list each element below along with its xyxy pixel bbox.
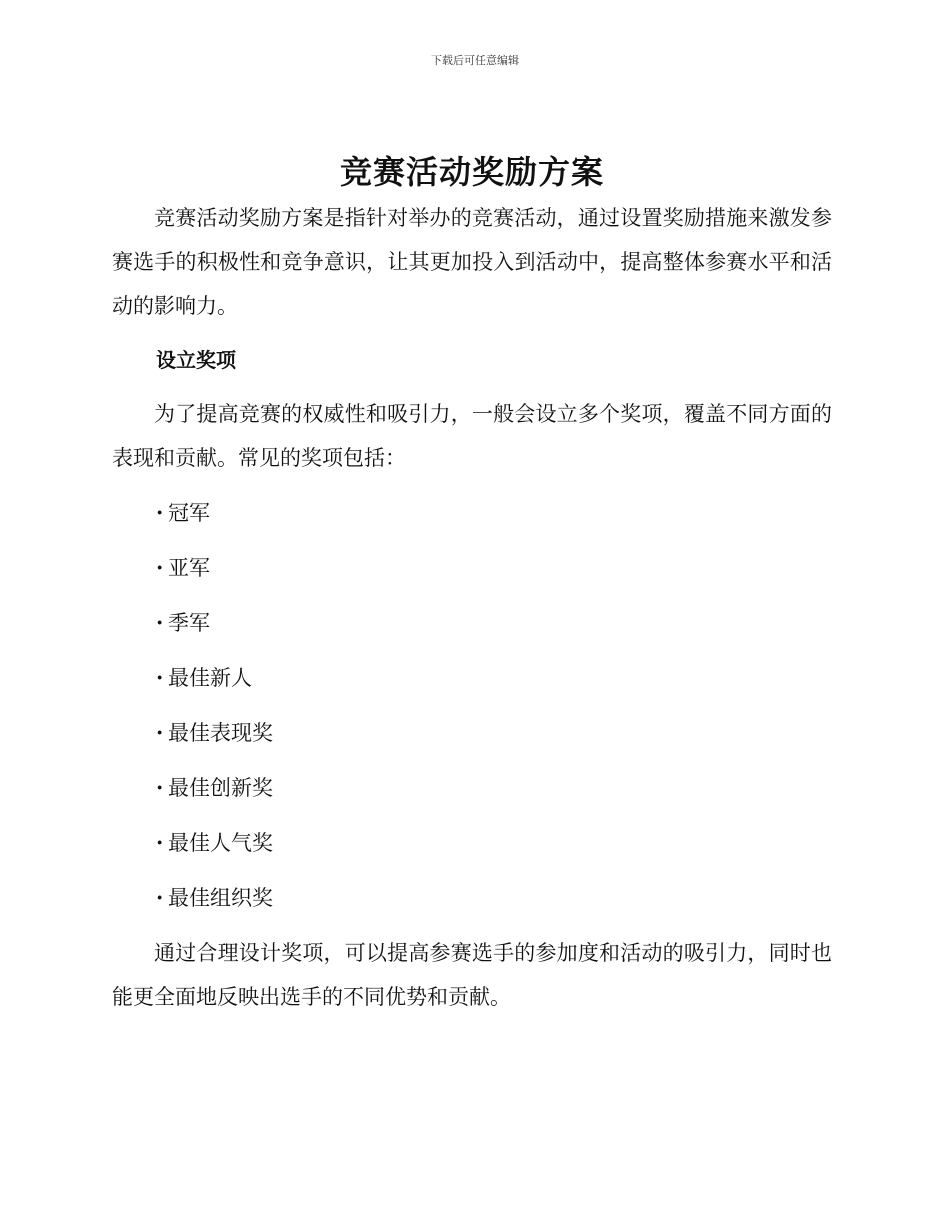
list-item — [112, 546, 832, 601]
bullet-icon: · — [156, 885, 164, 910]
award-label: 最佳创新奖 — [168, 776, 273, 800]
intro-paragraph: 竞赛活动奖励方案是指针对举办的竞赛活动，通过设置奖励措施来激发参赛选手的积极性和竞争意识，让其更加投入到活动中，提高整体参赛水平和活动的影响力。 — [112, 206, 832, 318]
list-item — [112, 766, 832, 821]
list-item — [112, 491, 832, 546]
award-label: 季军 — [168, 611, 210, 635]
award-label: 亚军 — [168, 556, 210, 580]
list-item — [112, 876, 832, 931]
bullet-icon: · — [156, 610, 164, 635]
award-label: 最佳新人 — [168, 666, 252, 690]
document-body — [112, 148, 832, 1019]
closing-paragraph: 通过合理设计奖项，可以提高参赛选手的参加度和活动的吸引力，同时也能更全面地反映出选手的不同优势和贡献。 — [112, 941, 832, 1009]
bullet-icon: · — [156, 775, 164, 800]
award-label: 最佳人气奖 — [168, 831, 273, 855]
bullet-icon: · — [156, 555, 164, 580]
award-label: 最佳组织奖 — [168, 886, 273, 910]
award-label: 冠军 — [168, 501, 210, 525]
section-description: 为了提高竞赛的权威性和吸引力，一般会设立多个奖项，覆盖不同方面的表现和贡献。常见的奖项包括： — [112, 402, 832, 470]
bullet-icon: · — [156, 665, 164, 690]
list-item — [112, 656, 832, 711]
page-header-note: 下载后可任意编辑 — [431, 54, 519, 67]
list-item — [112, 601, 832, 656]
award-list — [112, 491, 832, 931]
section-heading: 设立奖项 — [156, 348, 236, 372]
bullet-icon: · — [156, 720, 164, 745]
list-item — [112, 821, 832, 876]
document-title: 竞赛活动奖励方案 — [339, 153, 604, 191]
bullet-icon: · — [156, 500, 164, 525]
award-label: 最佳表现奖 — [168, 721, 273, 745]
bullet-icon: · — [156, 830, 164, 855]
list-item — [112, 711, 832, 766]
